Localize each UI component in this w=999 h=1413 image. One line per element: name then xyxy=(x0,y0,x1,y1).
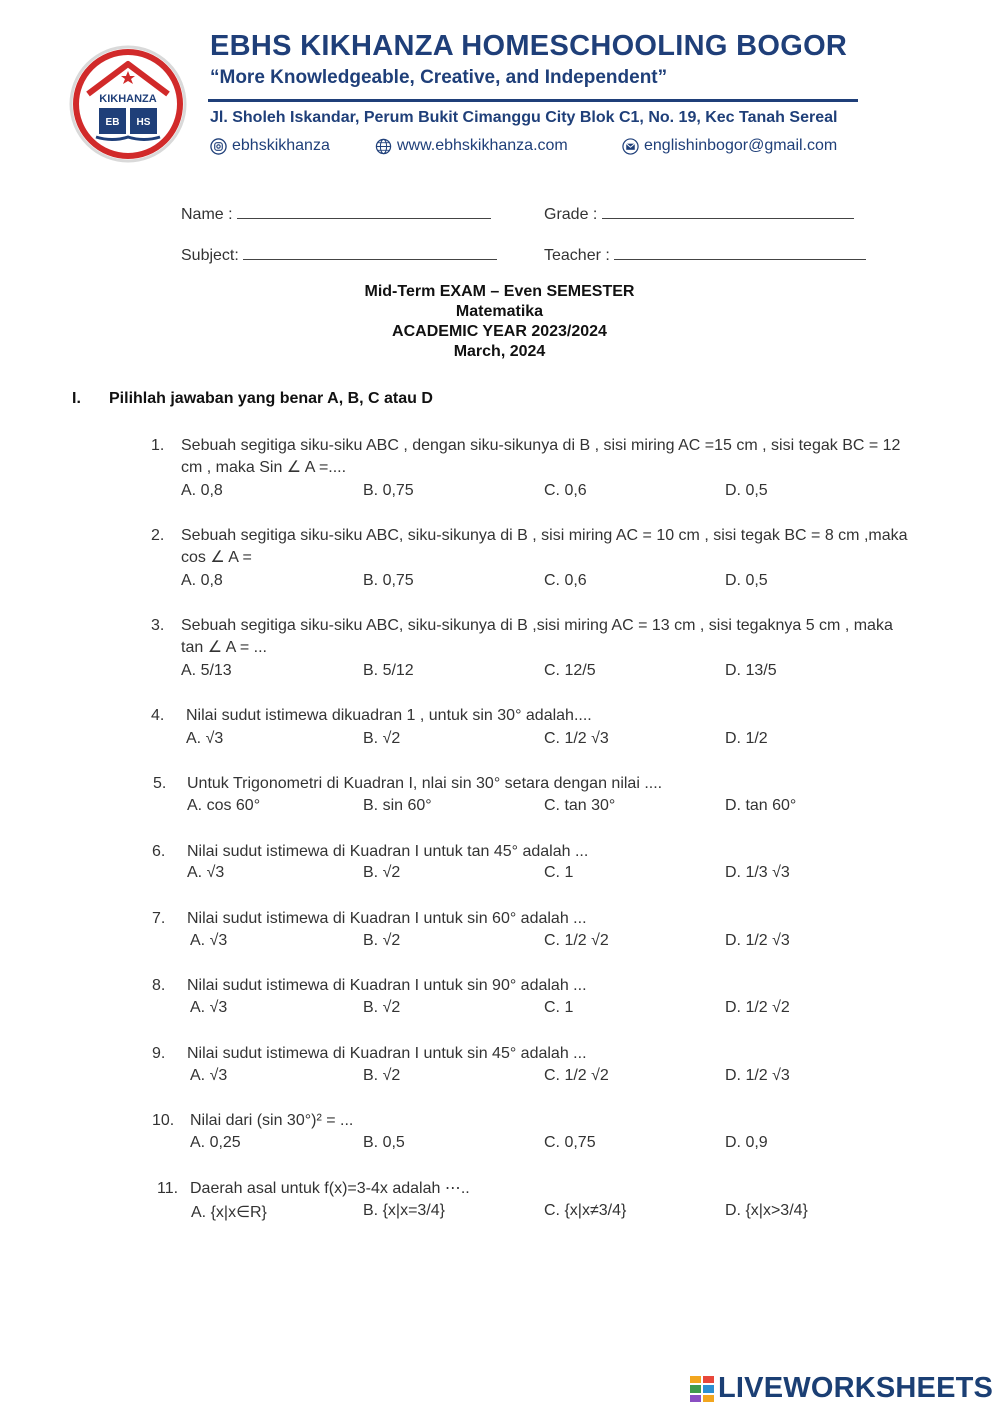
question-number: 8. xyxy=(152,977,166,994)
teacher-label: Teacher : xyxy=(544,247,610,264)
school-name: EBHS KIKHANZA HOMESCHOOLING BOGOR xyxy=(210,30,848,62)
exam-title-line1: Mid-Term EXAM – Even SEMESTER xyxy=(364,283,635,300)
option-b[interactable]: B. 0,5 xyxy=(363,1134,405,1151)
liveworksheets-logo-icon xyxy=(690,1376,714,1402)
option-d[interactable]: D. 0,5 xyxy=(725,572,768,589)
globe-icon xyxy=(375,138,392,155)
instagram-handle[interactable]: ebhskikhanza xyxy=(232,137,330,154)
teacher-input-line[interactable] xyxy=(614,245,866,260)
logo-top-text: KIKHANZA xyxy=(99,93,157,105)
exam-date: March, 2024 xyxy=(453,343,546,360)
question-number: 9. xyxy=(152,1045,166,1062)
option-a[interactable]: A. cos 60° xyxy=(187,797,261,814)
option-c[interactable]: C. 1/2 √2 xyxy=(544,1067,609,1084)
question-text: Sebuah segitiga siku-siku ABC , dengan siku-sikunya di B , sisi miring AC =15 cm , sisi tegak BC = 12 cm , maka Sin ∠ A =.... xyxy=(181,437,901,476)
section-number: I. xyxy=(72,390,81,407)
liveworksheets-brand[interactable] xyxy=(690,1372,993,1405)
instagram-icon xyxy=(210,138,227,155)
option-d[interactable]: D. 1/2 xyxy=(725,730,768,747)
option-a[interactable]: A. {x|x∈R} xyxy=(191,1204,267,1221)
option-d[interactable]: D. tan 60° xyxy=(725,797,797,814)
email-contact xyxy=(622,137,837,155)
option-a[interactable]: A. √3 xyxy=(190,932,228,949)
question-text: Nilai dari (sin 30°)² = ... xyxy=(190,1112,354,1129)
option-a[interactable]: A. 0,8 xyxy=(181,482,223,499)
option-b[interactable]: B. 0,75 xyxy=(363,482,414,499)
option-c[interactable]: C. tan 30° xyxy=(544,797,616,814)
option-d[interactable]: D. 0,9 xyxy=(725,1134,768,1151)
option-b[interactable]: B. sin 60° xyxy=(363,797,432,814)
header-divider xyxy=(208,99,858,102)
question-number: 6. xyxy=(152,843,166,860)
question-text: Nilai sudut istimewa di Kuadran I untuk sin 90° adalah ... xyxy=(187,977,587,994)
email-icon xyxy=(622,138,639,155)
exam-title xyxy=(0,282,999,362)
grade-field xyxy=(544,204,854,224)
option-a[interactable]: A. 0,8 xyxy=(181,572,223,589)
grade-input-line[interactable] xyxy=(602,204,854,219)
option-a[interactable]: A. √3 xyxy=(186,730,224,747)
question-number: 4. xyxy=(151,707,165,724)
section-heading xyxy=(72,390,433,408)
name-field xyxy=(181,204,491,224)
option-b[interactable]: B. √2 xyxy=(363,1067,401,1084)
option-c[interactable]: C. 1/2 √3 xyxy=(544,730,609,747)
logo-right-book-text: HS xyxy=(136,117,151,128)
option-a[interactable]: A. 5/13 xyxy=(181,662,232,679)
teacher-field xyxy=(544,245,866,265)
option-d[interactable]: D. {x|x>3/4} xyxy=(725,1202,808,1219)
option-d[interactable]: D. 1/2 √3 xyxy=(725,932,790,949)
question-text: Nilai sudut istimewa di Kuadran I untuk tan 45° adalah ... xyxy=(187,843,589,860)
question-text: Untuk Trigonometri di Kuadran I, nlai sin 30° setara dengan nilai .... xyxy=(187,775,663,792)
option-c[interactable]: C. 0,6 xyxy=(544,482,587,499)
option-c[interactable]: C. 1 xyxy=(544,864,574,881)
option-d[interactable]: D. 1/2 √2 xyxy=(725,999,790,1016)
grade-label: Grade : xyxy=(544,206,598,223)
question-text: Sebuah segitiga siku-siku ABC, siku-sikunya di B , sisi miring AC = 10 cm , sisi tegak BC = 8 cm ,maka cos ∠ A = xyxy=(181,527,908,566)
option-d[interactable]: D. 13/5 xyxy=(725,662,777,679)
question-number: 5. xyxy=(153,775,167,792)
question-text: Nilai sudut istimewa dikuadran 1 , untuk sin 30° adalah.... xyxy=(186,707,592,724)
option-b[interactable]: B. √2 xyxy=(363,932,401,949)
question-text: Sebuah segitiga siku-siku ABC, siku-sikunya di B ,sisi miring AC = 13 cm , sisi tegaknya 5 cm , maka tan ∠ A = ... xyxy=(181,617,893,656)
option-a[interactable]: A. √3 xyxy=(190,1067,228,1084)
option-b[interactable]: B. √2 xyxy=(363,864,401,881)
academic-year: ACADEMIC YEAR 2023/2024 xyxy=(392,323,607,340)
question-number: 1. xyxy=(151,437,165,454)
name-input-line[interactable] xyxy=(237,204,491,219)
instagram-contact xyxy=(210,137,330,155)
question-number: 7. xyxy=(152,910,166,927)
school-logo xyxy=(68,44,188,164)
website-contact xyxy=(375,137,568,155)
question-text: Nilai sudut istimewa di Kuadran I untuk sin 45° adalah ... xyxy=(187,1045,587,1062)
option-b[interactable]: B. √2 xyxy=(363,999,401,1016)
website-link[interactable]: www.ebhskikhanza.com xyxy=(397,137,568,154)
option-a[interactable]: A. √3 xyxy=(187,864,225,881)
question-text: Nilai sudut istimewa di Kuadran I untuk sin 60° adalah ... xyxy=(187,910,587,927)
logo-left-book-text: EB xyxy=(105,117,120,128)
option-c[interactable]: C. 12/5 xyxy=(544,662,596,679)
option-a[interactable]: A. √3 xyxy=(190,999,228,1016)
option-c[interactable]: C. 0,6 xyxy=(544,572,587,589)
question-number: 10. xyxy=(152,1112,175,1129)
subject-label: Subject: xyxy=(181,247,239,264)
exam-subject: Matematika xyxy=(455,303,544,320)
option-c[interactable]: C. {x|x≠3/4} xyxy=(544,1202,627,1219)
question-number: 2. xyxy=(151,527,165,544)
section-instruction: Pilihlah jawaban yang benar A, B, C atau D xyxy=(109,390,433,407)
school-address: Jl. Sholeh Iskandar, Perum Bukit Cimanggu City Blok C1, No. 19, Kec Tanah Sereal xyxy=(210,109,838,126)
option-b[interactable]: B. √2 xyxy=(363,730,401,747)
email-link[interactable]: englishinbogor@gmail.com xyxy=(644,137,838,154)
option-a[interactable]: A. 0,25 xyxy=(190,1134,241,1151)
option-d[interactable]: D. 0,5 xyxy=(725,482,768,499)
option-d[interactable]: D. 1/2 √3 xyxy=(725,1067,790,1084)
question-text: Daerah asal untuk f(x)=3-4x adalah ⋯.. xyxy=(190,1180,470,1197)
school-motto: “More Knowledgeable, Creative, and Independent” xyxy=(210,67,668,88)
option-d[interactable]: D. 1/3 √3 xyxy=(725,864,790,881)
subject-field xyxy=(181,245,497,265)
option-b[interactable]: B. 5/12 xyxy=(363,662,414,679)
name-label: Name : xyxy=(181,206,233,223)
liveworksheets-wordmark: LIVEWORKSHEETS xyxy=(718,1372,994,1404)
option-c[interactable]: C. 1/2 √2 xyxy=(544,932,609,949)
option-b[interactable]: B. 0,75 xyxy=(363,572,414,589)
option-b[interactable]: B. {x|x=3/4} xyxy=(363,1202,445,1219)
question-number: 3. xyxy=(151,617,165,634)
option-c[interactable]: C. 1 xyxy=(544,999,574,1016)
option-c[interactable]: C. 0,75 xyxy=(544,1134,596,1151)
question-number: 11. xyxy=(157,1180,179,1197)
subject-input-line[interactable] xyxy=(243,245,497,260)
